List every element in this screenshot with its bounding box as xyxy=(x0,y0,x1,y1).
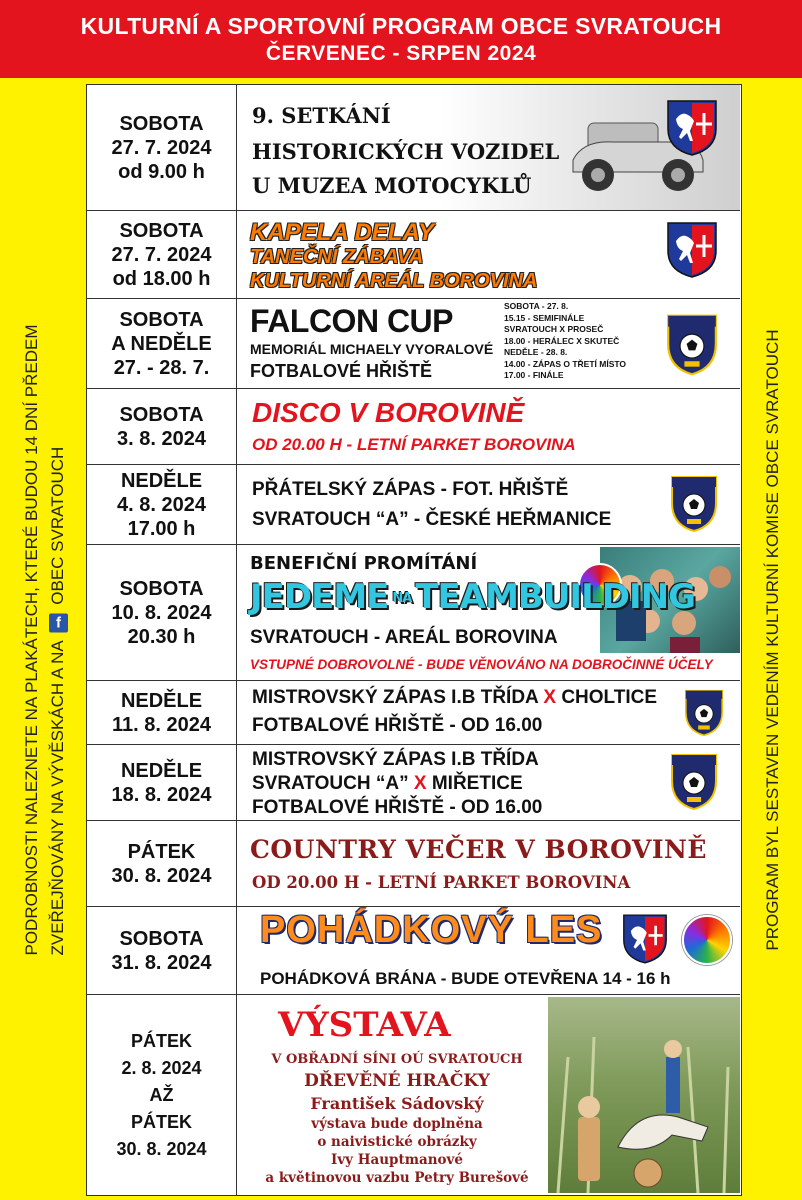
event-date: SOBOTA 27. 7. 2024 od 18.00 h xyxy=(87,211,237,298)
left-side-note xyxy=(8,85,82,1195)
side-note-line2: ZVEŘEJŇOVÁNY NA VÝVĚSKÁCH A NA xyxy=(48,641,67,956)
event-venue: FOTBALOVÉ HŘIŠTĚ - OD 16.00 xyxy=(252,715,543,736)
event-row xyxy=(87,681,740,745)
event-title: BENEFIČNÍ PROMÍTÁNÍ xyxy=(250,553,478,574)
event-venue: FOTBALOVÉ HŘIŠTĚ - OD 16.00 xyxy=(252,797,543,818)
event-title: PŘÁTELSKÝ ZÁPAS - FOT. HŘIŠTĚ xyxy=(252,479,569,500)
side-note-credit: PROGRAM BYL SESTAVEN VEDENÍM KULTURNÍ KOMISE OBCE SVRATOUCH xyxy=(763,329,782,951)
event-title: VÝSTAVA xyxy=(278,1005,451,1045)
event-note: VSTUPNÉ DOBROVOLNÉ - BUDE VĚNOVÁNO NA DOBROČINNÉ ÚČELY xyxy=(250,657,713,672)
village-crest-icon xyxy=(666,99,718,157)
event-title: DISCO V BOROVINĚ xyxy=(252,397,525,428)
football-club-badge-icon xyxy=(670,475,718,533)
header-subtitle: ČERVENEC - SRPEN 2024 xyxy=(265,42,537,65)
wooden-toys-photo xyxy=(548,997,740,1193)
event-venue: POHÁDKOVÁ BRÁNA - BUDE OTEVŘENA 14 - 16 h xyxy=(260,969,671,988)
header-banner xyxy=(0,0,802,78)
facebook-icon[interactable]: f xyxy=(49,613,68,632)
event-row xyxy=(87,389,740,465)
event-row xyxy=(87,465,740,545)
village-crest-icon xyxy=(622,913,668,965)
kids-club-logo-icon xyxy=(682,915,732,965)
event-date: SOBOTA 31. 8. 2024 xyxy=(87,907,237,994)
event-venue: KULTURNÍ AREÁL BOROVINA xyxy=(250,270,538,292)
event-date: NEDĚLE 11. 8. 2024 xyxy=(87,681,237,744)
event-title: COUNTRY VEČER V BOROVINĚ xyxy=(250,835,707,864)
event-row xyxy=(87,745,740,821)
event-row xyxy=(87,211,740,299)
football-club-badge-icon xyxy=(670,753,718,811)
header-title: KULTURNÍ A SPORTOVNÍ PROGRAM OBCE SVRATOUCH xyxy=(80,13,722,39)
event-date: PÁTEK 30. 8. 2024 xyxy=(87,821,237,906)
match-schedule: SOBOTA - 27. 8. 15.15 - SEMIFINÁLE SVRATOUCH X PROSEČ 18.00 - HERÁLEC X SKUTEČ NEDĚLE - 28. 8. 14.00 - ZÁPAS O TŘETÍ MÍSTO 17.00 - FINÁLE xyxy=(504,301,627,380)
event-date: SOBOTA 10. 8. 2024 20.30 h xyxy=(87,545,237,680)
program-table xyxy=(86,84,742,1196)
event-subtitle: U MUZEA MOTOCYKLŮ xyxy=(252,173,532,198)
event-row xyxy=(87,907,740,995)
football-club-badge-icon xyxy=(684,689,724,737)
event-title: POHÁDKOVÝ LES xyxy=(260,909,603,951)
event-subtitle: HISTORICKÝCH VOZIDEL xyxy=(252,139,560,164)
event-row xyxy=(87,545,740,681)
event-title: MISTROVSKÝ ZÁPAS I.B TŘÍDA xyxy=(252,749,539,770)
event-row xyxy=(87,995,740,1195)
event-type: TANEČNÍ ZÁBAVA xyxy=(250,246,424,268)
village-crest-icon xyxy=(666,221,718,279)
event-venue: OD 20.00 H - LETNÍ PARKET BOROVINA xyxy=(252,873,631,892)
event-row xyxy=(87,821,740,907)
event-date: SOBOTA 27. 7. 2024 od 9.00 h xyxy=(87,85,237,210)
event-title: 9. SETKÁNÍ xyxy=(252,103,391,128)
exhibition-details: V OBŘADNÍ SÍNI OÚ SVRATOUCH DŘEVĚNÉ HRAČKY František Sádovský výstava bude doplněna o naivistické obrázky Ivy Hauptmanové a květinovou vazbu Petry Burešové xyxy=(265,1052,529,1186)
event-venue: SVRATOUCH - AREÁL BOROVINA xyxy=(250,627,558,648)
event-venue: FOTBALOVÉ HŘIŠTĚ xyxy=(250,361,433,381)
event-date: NEDĚLE 4. 8. 2024 17.00 h xyxy=(87,465,237,544)
event-date: NEDĚLE 18. 8. 2024 xyxy=(87,745,237,820)
side-note-line1: PODROBNOSTI NALEZNETE NA PLAKÁTECH, KTERÉ BUDOU 14 DNÍ PŘEDEM xyxy=(22,324,41,956)
band-name: KAPELA DELAY xyxy=(250,219,435,246)
event-row xyxy=(87,299,740,389)
event-venue: OD 20.00 H - LETNÍ PARKET BOROVINA xyxy=(252,435,576,454)
event-date: SOBOTA 3. 8. 2024 xyxy=(87,389,237,464)
event-title: MISTROVSKÝ ZÁPAS I.B TŘÍDA X CHOLTICE xyxy=(252,687,658,708)
football-club-badge-icon xyxy=(666,313,718,377)
event-date: SOBOTA A NEDĚLE 27. - 28. 7. xyxy=(87,299,237,388)
event-date: PÁTEK 2. 8. 2024 AŽ PÁTEK 30. 8. 2024 xyxy=(87,995,237,1195)
event-subtitle: MEMORIÁL MICHAELY VYORALOVÉ xyxy=(250,341,494,357)
facebook-page-link[interactable]: OBEC SVRATOUCH xyxy=(48,446,67,605)
movie-title: JEDEME NA TEAMBUILDING xyxy=(250,577,695,617)
event-row xyxy=(87,85,740,211)
event-subtitle: SVRATOUCH “A” X MIŘETICE xyxy=(252,773,523,794)
right-side-note xyxy=(748,85,798,1195)
event-subtitle: SVRATOUCH “A” - ČESKÉ HEŘMANICE xyxy=(252,509,612,530)
event-title: FALCON CUP xyxy=(250,303,453,339)
